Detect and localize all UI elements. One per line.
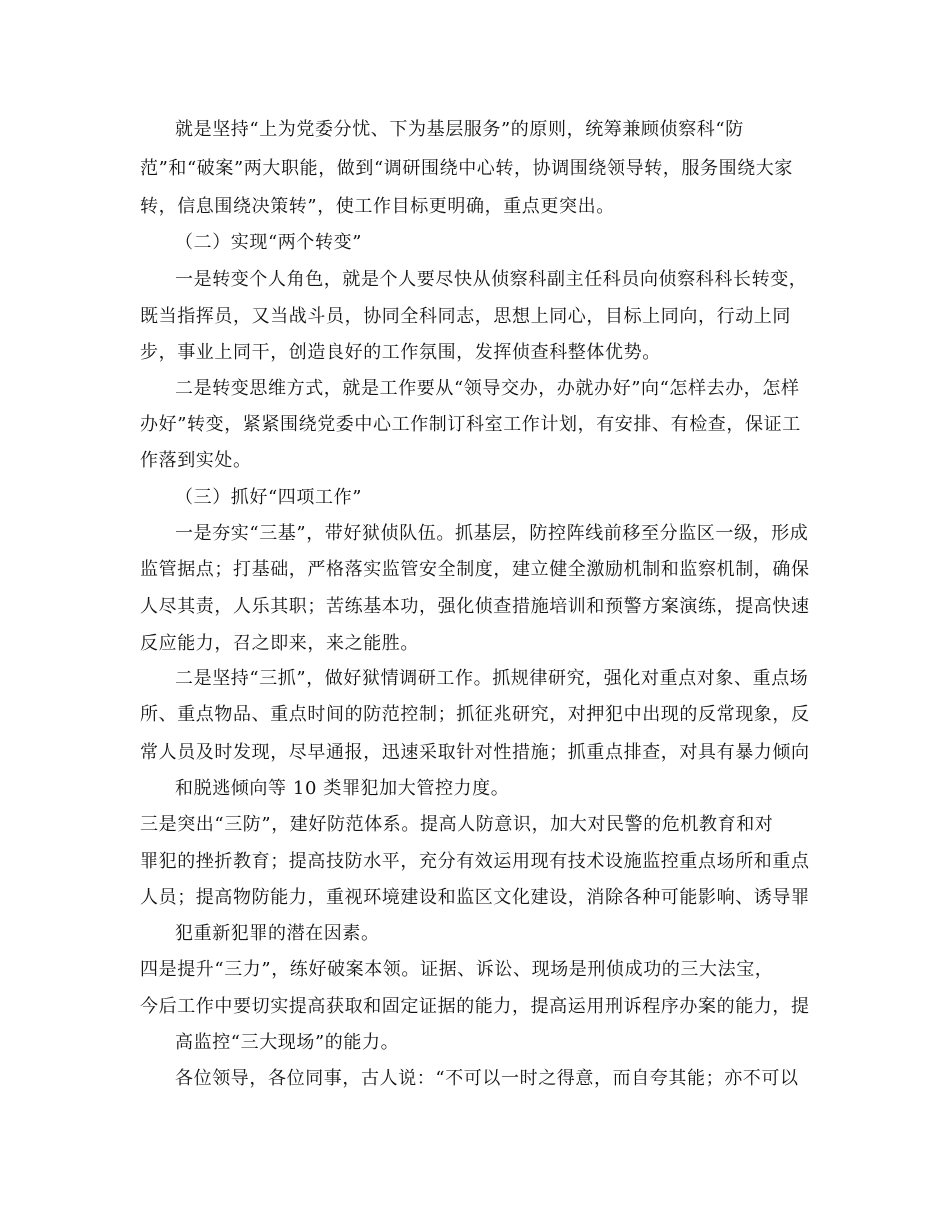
paragraph-line: 二是转变思维方式，就是工作要从“领导交办，办就办好”向“怎样去办，怎样	[175, 378, 800, 399]
paragraph-line: 监管据点；打基础，严格落实监管安全制度，建立健全激励机制和监察机制，确保	[140, 559, 810, 580]
paragraph-line: 今后工作中要切实提高获取和固定证据的能力，提高运用刑诉程序办案的能力，提	[140, 996, 810, 1017]
paragraph-line: 一是夯实“三基”，带好狱侦队伍。抓基层，防控阵线前移至分监区一级，形成	[175, 523, 809, 544]
paragraph-line: 就是坚持“上为党委分忧、下为基层服务”的原则，统筹兼顾侦察科“防	[175, 119, 744, 140]
paragraph-line: 二是坚持“三抓”，做好狱情调研工作。抓规律研究，强化对重点对象、重点场	[175, 668, 809, 689]
paragraph-line: 反应能力，召之即来，来之能胜。	[140, 633, 419, 654]
paragraph-line: 四是提升“三力”，练好破案本领。证据、诉讼、现场是刑侦成功的三大法宝，	[140, 959, 774, 980]
paragraph-line: 和脱逃倾向等 10 类罪犯加大管控力度。	[175, 778, 510, 799]
paragraph-line: 办好”转变，紧紧围绕党委中心工作制订科室工作计划，有安排、有检查，保证工	[140, 414, 801, 435]
paragraph-line: 人员；提高物防能力，重视环境建设和监区文化建设，消除各种可能影响、诱导罪	[140, 887, 810, 908]
paragraph-line: 一是转变个人角色，就是个人要尽快从侦察科副主任科员向侦察科科长转变，	[175, 269, 808, 290]
paragraph-line: 所、重点物品、重点时间的防范控制；抓征兆研究，对押犯中出现的反常现象，反	[140, 704, 810, 725]
section-heading: （二）实现“两个转变”	[175, 232, 363, 253]
paragraph-line: 既当指挥员，又当战斗员，协同全科同志，思想上同心，目标上同向，行动上同	[140, 306, 791, 327]
paragraph-line: 转，信息围绕决策转”，使工作目标更明确，重点更突出。	[140, 196, 615, 217]
paragraph-line: 罪犯的挫折教育；提高技防水平，充分有效运用现有技术设施监控重点场所和重点	[140, 851, 810, 872]
paragraph-line: 三是突出“三防”，建好防范体系。提高人防意识，加大对民警的危机教育和对	[140, 814, 774, 835]
paragraph-line: 各位领导，各位同事，古人说：“不可以一时之得意，而自夸其能；亦不可以	[175, 1068, 799, 1089]
paragraph-line: 高监控“三大现场”的能力。	[175, 1032, 400, 1053]
paragraph-line: 作落到实处。	[140, 450, 252, 471]
paragraph-line: 常人员及时发现，尽早通报，迅速采取针对性措施；抓重点排查，对具有暴力倾向	[140, 742, 810, 763]
paragraph-line: 人尽其责，人乐其职；苦练基本功，强化侦查措施培训和预警方案演练，提高快速	[140, 596, 810, 617]
paragraph-line: 犯重新犯罪的潜在因素。	[175, 923, 380, 944]
section-heading: （三）抓好“四项工作”	[175, 487, 363, 508]
paragraph-line: 范”和“破案”两大职能，做到“调研围绕中心转，协调围绕领导转，服务围绕大家	[140, 158, 794, 179]
paragraph-line: 步，事业上同干，创造良好的工作氛围，发挥侦查科整体优势。	[140, 342, 661, 363]
